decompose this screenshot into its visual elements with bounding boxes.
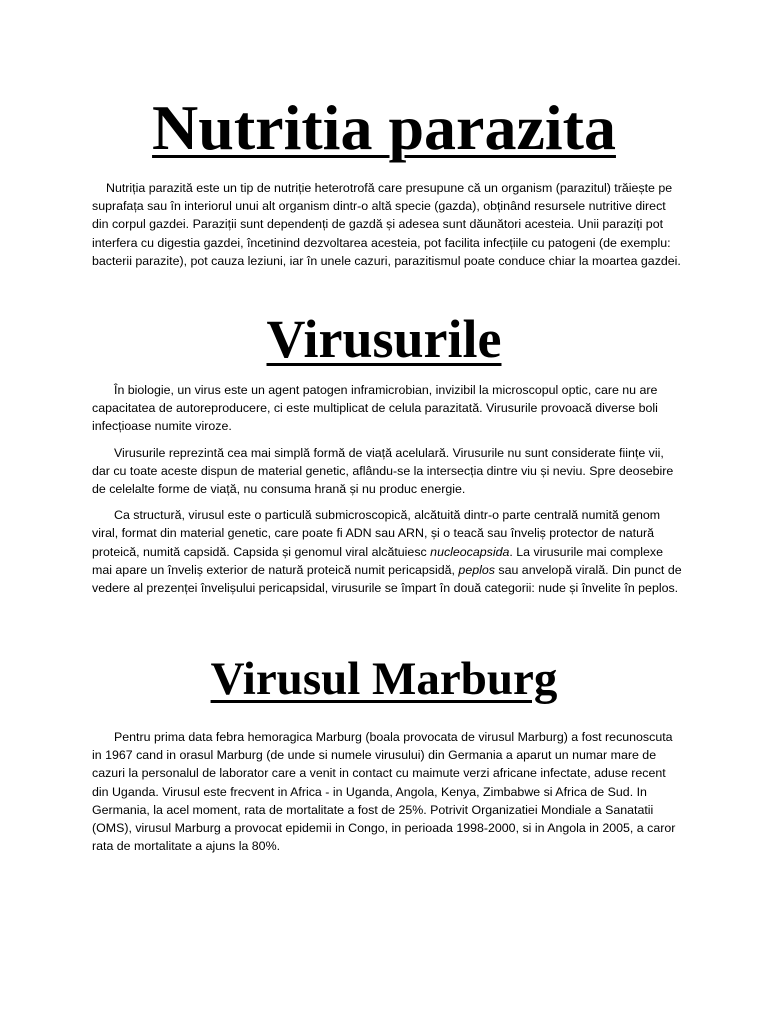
structure-text-part2: . La virusurile mai complexe mai apare un înveliș exterior de natură proteică numit pericapsidă, bbox=[92, 544, 663, 577]
heading-nutritia-parazita: Nutritia parazita bbox=[152, 92, 616, 163]
structure-italic-nucleocapsida: nucleocapsida bbox=[430, 544, 510, 559]
structure-text-part3: sau anvelopă virală. Din punct de vedere al prezenței învelișului pericapsidal, virusurile se împart în două categorii: nude și învelite în peplos. bbox=[92, 562, 682, 596]
paragraph-virusurile-2: Virusurile reprezintă cea mai simplă formă de viață acelulară. Virusurile nu sunt considerate ființe vii, dar cu toate aceste dispun de material genetic, aflându-se la intersecția dintre viu și neviu. Spre deosebire de celelalte forme de viață, nu consuma hrană și nu produc energie. bbox=[92, 445, 674, 497]
heading-virusul-marburg: Virusul Marburg bbox=[210, 653, 558, 705]
paragraph-marburg-1: Pentru prima data febra hemoragica Marburg (boala provocata de virusul Marburg) a fost recunoscuta in 1967 cand in orasul Marburg (de unde si numele virusului) din Germania a aparut un numar mare de cazuri la personalul de laborator care a venit in contact cu maimute verzi africane infectate, aduse recent din Uganda. Virusul este frecvent in Africa - in Uganda, Angola, Kenya, Zimbabwe si Africa de Sud. In Germania, la acel moment, rata de mortalitate a fost de 25%. Potrivit Organizatiei Mondiale a Sanatatii (OMS), virusul Marburg a provocat epidemii in Congo, in perioada 1998-2000, si in Angola in 2005, a caror rata de mortalitate a ajuns la 80%. bbox=[92, 730, 676, 854]
paragraph-nutritia-1: Nutriția parazită este un tip de nutriție heterotrofă care presupune că un organism (parazitul) trăiește pe suprafața sau în interiorul unui alt organism dintr-o altă specie (gazda), obținând resursele nutritive direct din corpul gazdei. Paraziții sunt dependenți de gazdă și adesea sunt dăunători acesteia. Unii paraziți pot interfera cu digestia gazdei, încetinind dezvoltarea acesteia, pot facilita infecțiile cu patogeni (de exemplu: bacterii parazite), pot cauza leziuni, iar în unele cazuri, parazitismul poate conduce chiar la moartea gazdei. bbox=[92, 181, 681, 268]
heading-virusurile: Virusurile bbox=[266, 309, 502, 369]
section-virusul-marburg bbox=[92, 728, 682, 855]
paragraph-virusurile-structure bbox=[92, 506, 682, 597]
section-nutritia-parazita bbox=[92, 179, 682, 270]
structure-italic-peplos: peplos bbox=[458, 562, 495, 577]
paragraph-virusurile-1: În biologie, un virus este un agent patogen inframicrobian, invizibil la microscopul optic, care nu are capacitatea de autoreproducere, ci este multiplicat de celula parazitată. Virusurile provoacă diverse boli infecțioase numite viroze. bbox=[92, 383, 658, 434]
structure-text-part1: Ca structură, virusul este o particulă submicroscopică, alcătuită dintr-o parte centrală numită genom viral, format din material genetic, care poate fi ADN sau ARN, și o teacă sau înveliș protector de natură proteică, numită capsidă. Capsida și genomul viral alcătuiesc bbox=[92, 508, 661, 559]
section-virusurile bbox=[92, 381, 682, 597]
